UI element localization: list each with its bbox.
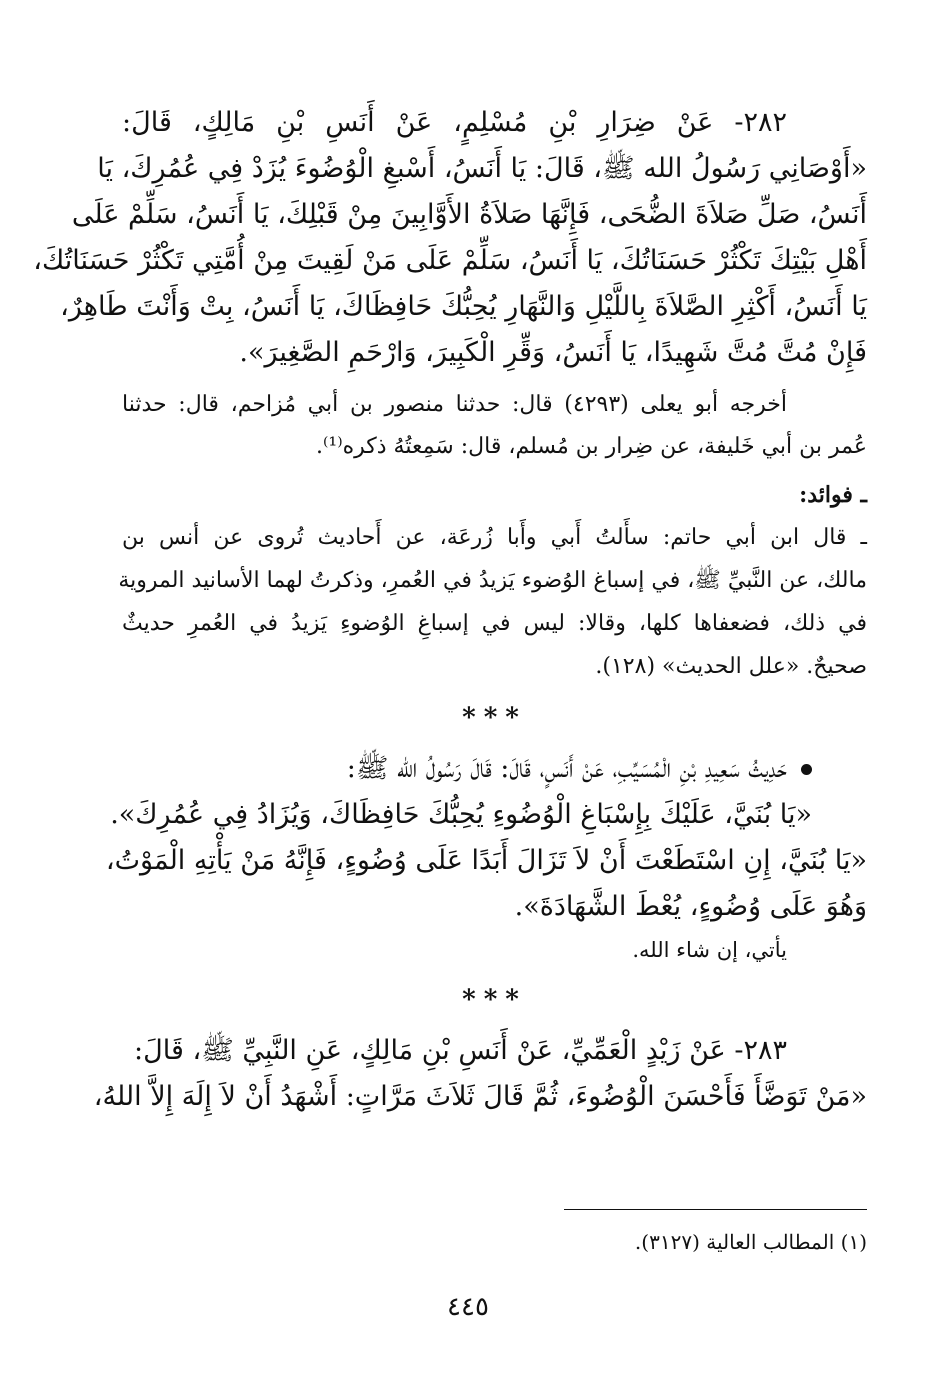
said-hadith-text-line: وَهُوَ عَلَى وُضُوءٍ، يُعْطَ الشَّهَادَةَ». — [514, 891, 867, 922]
fawaid-paragraph — [118, 516, 867, 688]
bullet-icon — [801, 764, 812, 775]
hadith-282-text-line: يَا أَنَسُ، أَكْثِرِ الصَّلاَةَ بِاللَّيْلِ وَالنَّهَارِ يُحِبُّكَ حَافِظَاكَ، يَا أَنَسُ، بِتْ وَأَنْتَ طَاهِرٌ، — [60, 291, 867, 322]
fawaid-heading: ـ فوائد: — [799, 482, 867, 508]
hadith-282-text-line: أَنَسُ، صَلِّ صَلاَةَ الضُّحَى، فَإِنَّهَا صَلاَةُ الأَوَّابِينَ مِنْ قَبْلِكَ، يَا أَنَسُ، سَلِّمْ عَلَى — [71, 199, 867, 230]
hadith-283-heading: ٢٨٣- عَنْ زَيْدٍ الْعَمِّيِّ، عَنْ أَنَسِ بْنِ مَالِكٍ، عَنِ النَّبِيِّ ﷺ، قَالَ: — [134, 1035, 787, 1066]
page-body — [33, 100, 867, 1120]
fawaid-line: ـ قال ابن أبي حاتم: سأَلتُ أَبي وأَبا زُرعَة، عن أَحاديث تُروى عن أنس بن — [122, 525, 867, 550]
section-separator: *** — [462, 703, 527, 733]
takhrij-paragraph — [122, 384, 867, 468]
said-hadith-text-line: «يَا بُنَيَّ، عَلَيْكَ بِإِسْبَاغِ الْوُضُوءِ يُحِبُّكَ حَافِظَاكَ، وَيُزَادُ فِي عُمُرِكَ». — [110, 799, 812, 830]
fawaid-line: مالك، عن النَّبيِّ ﷺ، في إسباغ الوُضوء يَزيدُ في العُمرِ، وذكرتُ لهما الأسانيد المروية — [118, 568, 867, 593]
said-hadith-text-line: «يَا بُنَيَّ، إِنِ اسْتَطَعْتَ أَنْ لاَ تَزَالَ أَبَدًا عَلَى وُضُوءٍ، فَإِنَّهُ مَنْ يَأْتِهِ الْمَوْتُ، — [105, 845, 867, 876]
footnote: (١) المطالب العالية (٣١٢٧). — [634, 1230, 867, 1254]
said-hadith-heading-text: حَدِيثُ سَعِيدِ بْنِ الْمُسَيِّبِ، عَنْ أَنَسٍ، قَالَ: قَالَ رَسُولُ الله ﷺ: — [346, 753, 787, 784]
takhrij-line: عُمر بن أبي خَليفة، عن ضِرار بن مُسلم، قال: سَمِعتُهُ ذكره⁽¹⁾. — [315, 434, 867, 459]
said-hadith-heading — [122, 746, 867, 792]
footnote-divider — [564, 1209, 867, 1210]
hadith-282-text-line: أَهْلِ بَيْتِكَ تَكْثُرْ حَسَنَاتُكَ، يَا أَنَسُ، سَلِّمْ عَلَى مَنْ لَقِيتَ مِنْ أُمَّتِي تَكْثُرْ حَسَنَاتُكَ، — [33, 245, 867, 276]
page-number: ٤٤٥ — [447, 1292, 489, 1322]
hadith-282-text-line: فَإِنْ مُتَّ مُتَّ شَهِيدًا، يَا أَنَسُ، وَقِّرِ الْكَبِيرَ، وَارْحَمِ الصَّغِيرَ». — [239, 337, 867, 368]
hadith-282-text-line: «أَوْصَانِي رَسُولُ الله ﷺ، قَالَ: يَا أَنَسُ، أَسْبغِ الْوُضُوءَ يُزَدْ فِي عُمُرِكَ، يَا — [97, 153, 867, 184]
hadith-283 — [93, 1028, 867, 1120]
hadith-283-text-line: «مَنْ تَوَضَّأَ فَأَحْسَنَ الْوُضُوءَ، ثُمَّ قَالَ ثَلاَثَ مَرَّاتٍ: أَشْهَدُ أَنْ لاَ إِلَهَ إِلاَّ اللهُ، — [93, 1081, 867, 1112]
takhrij-line: أخرجه أبو يعلى (٤٢٩٣) قال: حدثنا منصور بن أبي مُزاحم، قال: حدثنا — [122, 392, 787, 417]
section-separator: *** — [462, 985, 527, 1015]
fawaid-line: في ذلك، فضعفاها كلها، وقالا: ليس في إسباغِ الوُضوءِ يَزيدُ في العُمرِ حديثٌ — [122, 611, 867, 636]
hadith-282-heading: ٢٨٢- عَنْ ضِرَارِ بْنِ مُسْلِمٍ، عَنْ أَنَسِ بْنِ مَالِكٍ، قَالَ: — [122, 107, 787, 138]
hadith-282 — [33, 100, 867, 376]
cross-reference-note: يأتي، إن شاء الله. — [632, 938, 787, 962]
fawaid-line: صحيحٌ. «علل الحديث» (١٢٨). — [595, 654, 867, 679]
said-hadith — [105, 746, 867, 930]
